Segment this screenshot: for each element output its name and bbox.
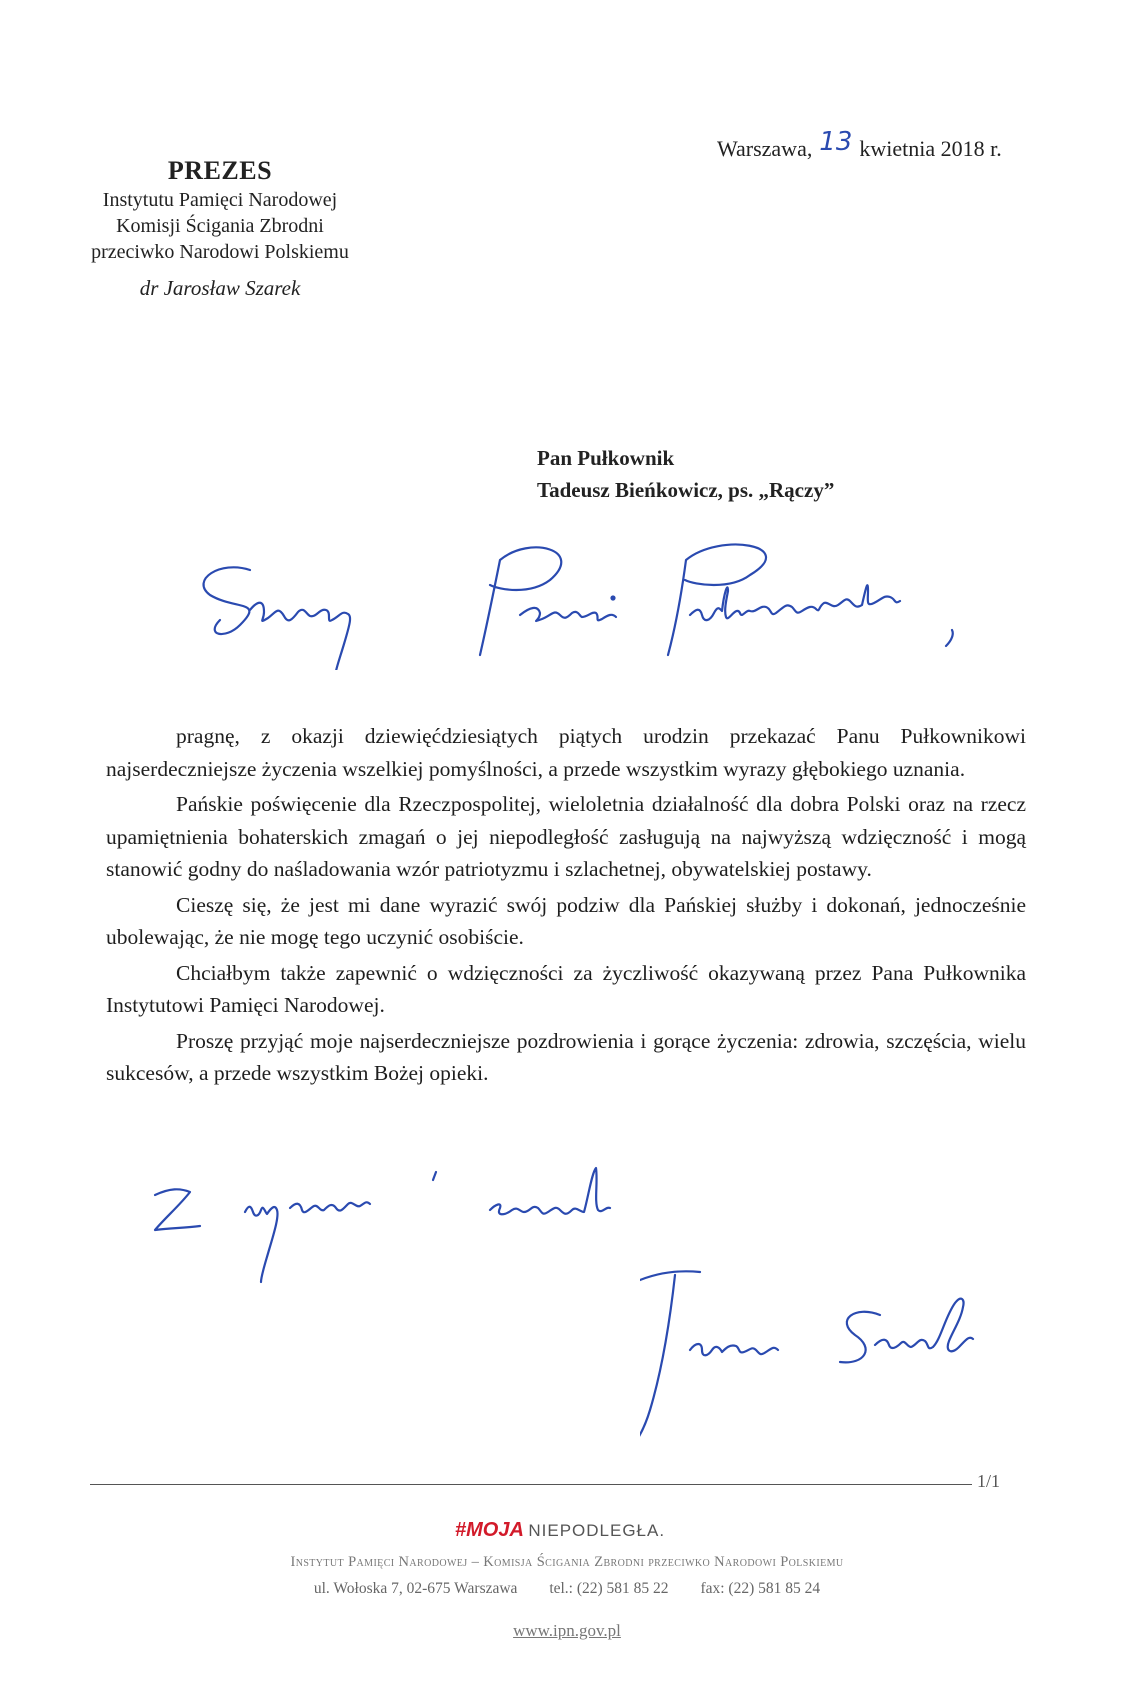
sender-institution-line-1: Instytutu Pamięci Narodowej — [102, 189, 338, 211]
sender-title: PREZES — [167, 156, 273, 185]
addressee-line-2: Tadeusz Bieńkowicz, ps. „Rączy” — [537, 478, 835, 502]
footer-rule — [90, 1484, 972, 1485]
addressee — [537, 442, 834, 506]
body-paragraph-5: Proszę przyjąć moje najserdeczniejsze pozdrowienia i gorące życzenia: zdrowia, szczęścia, wielu sukcesów, a przede wszystkim Bożej opieki. — [106, 1028, 1026, 1085]
footer-address: ul. Wołoska 7, 02-675 Warszawa — [313, 1580, 518, 1597]
sender-header — [40, 155, 400, 301]
body-paragraph-3: Cieszę się, że jest mi dane wyrazić swój podziw dla Pańskiej służby i dokonań, jednocześnie ubolewając, że nie mogę tego uczynić osobiście. — [106, 892, 1026, 949]
sender-name: dr Jarosław Szarek — [139, 276, 301, 300]
sender-institution-line-2: Komisji Ścigania Zbrodni — [116, 215, 324, 237]
logo-text: NIEPODLEGŁA. — [528, 1521, 666, 1540]
footer-website-link[interactable]: www.ipn.gov.pl — [513, 1621, 621, 1640]
handwritten-salutation — [190, 540, 1030, 670]
footer-institution: Instytut Pamięci Narodowej – Komisja Ścigania Zbrodni przeciwko Narodowi Polskiemu — [290, 1554, 844, 1570]
date-suffix: kwietnia 2018 r. — [859, 136, 1002, 161]
footer-phone: tel.: (22) 581 85 22 — [549, 1580, 669, 1597]
sender-institution-line-3: przeciwko Narodowi Polskiemu — [91, 241, 349, 263]
logo-hashtag: #MOJA — [455, 1519, 524, 1541]
addressee-line-1: Pan Pułkownik — [537, 446, 675, 470]
letter-body — [106, 720, 1026, 1090]
footer-fax: fax: (22) 581 85 24 — [700, 1580, 821, 1597]
handwritten-signature — [640, 1250, 1060, 1480]
date-prefix: Warszawa, — [717, 136, 813, 161]
date-day-handwritten: 13 — [819, 127, 853, 157]
place-date — [717, 127, 1002, 163]
body-paragraph-1: pragnę, z okazji dziewięćdziesiątych piątych urodzin przekazać Panu Pułkownikowi najserdeczniejsze życzenia wszelkiej pomyślności, a przede wszystkim wyrazy głębokiego uznania. — [106, 724, 1026, 781]
body-paragraph-4: Chciałbym także zapewnić o wdzięczności za życzliwość okazywaną przez Pana Pułkownika Instytutowi Pamięci Narodowej. — [106, 960, 1026, 1017]
footer-contact — [0, 1580, 1134, 1598]
moja-niepodlegla-logo — [455, 1519, 665, 1542]
page-number: 1/1 — [977, 1471, 1001, 1491]
body-paragraph-2: Pańskie poświęcenie dla Rzeczpospolitej, wieloletnia działalność dla dobra Polski oraz na rzecz upamiętnienia bohaterskich zmagań o jej niepodległość zasługują na najwyższą wdzięczność i mogą stanowić godny do naśladowania wzór patriotyzmu i szlachetnej, obywatelskiej postawy. — [106, 792, 1026, 881]
